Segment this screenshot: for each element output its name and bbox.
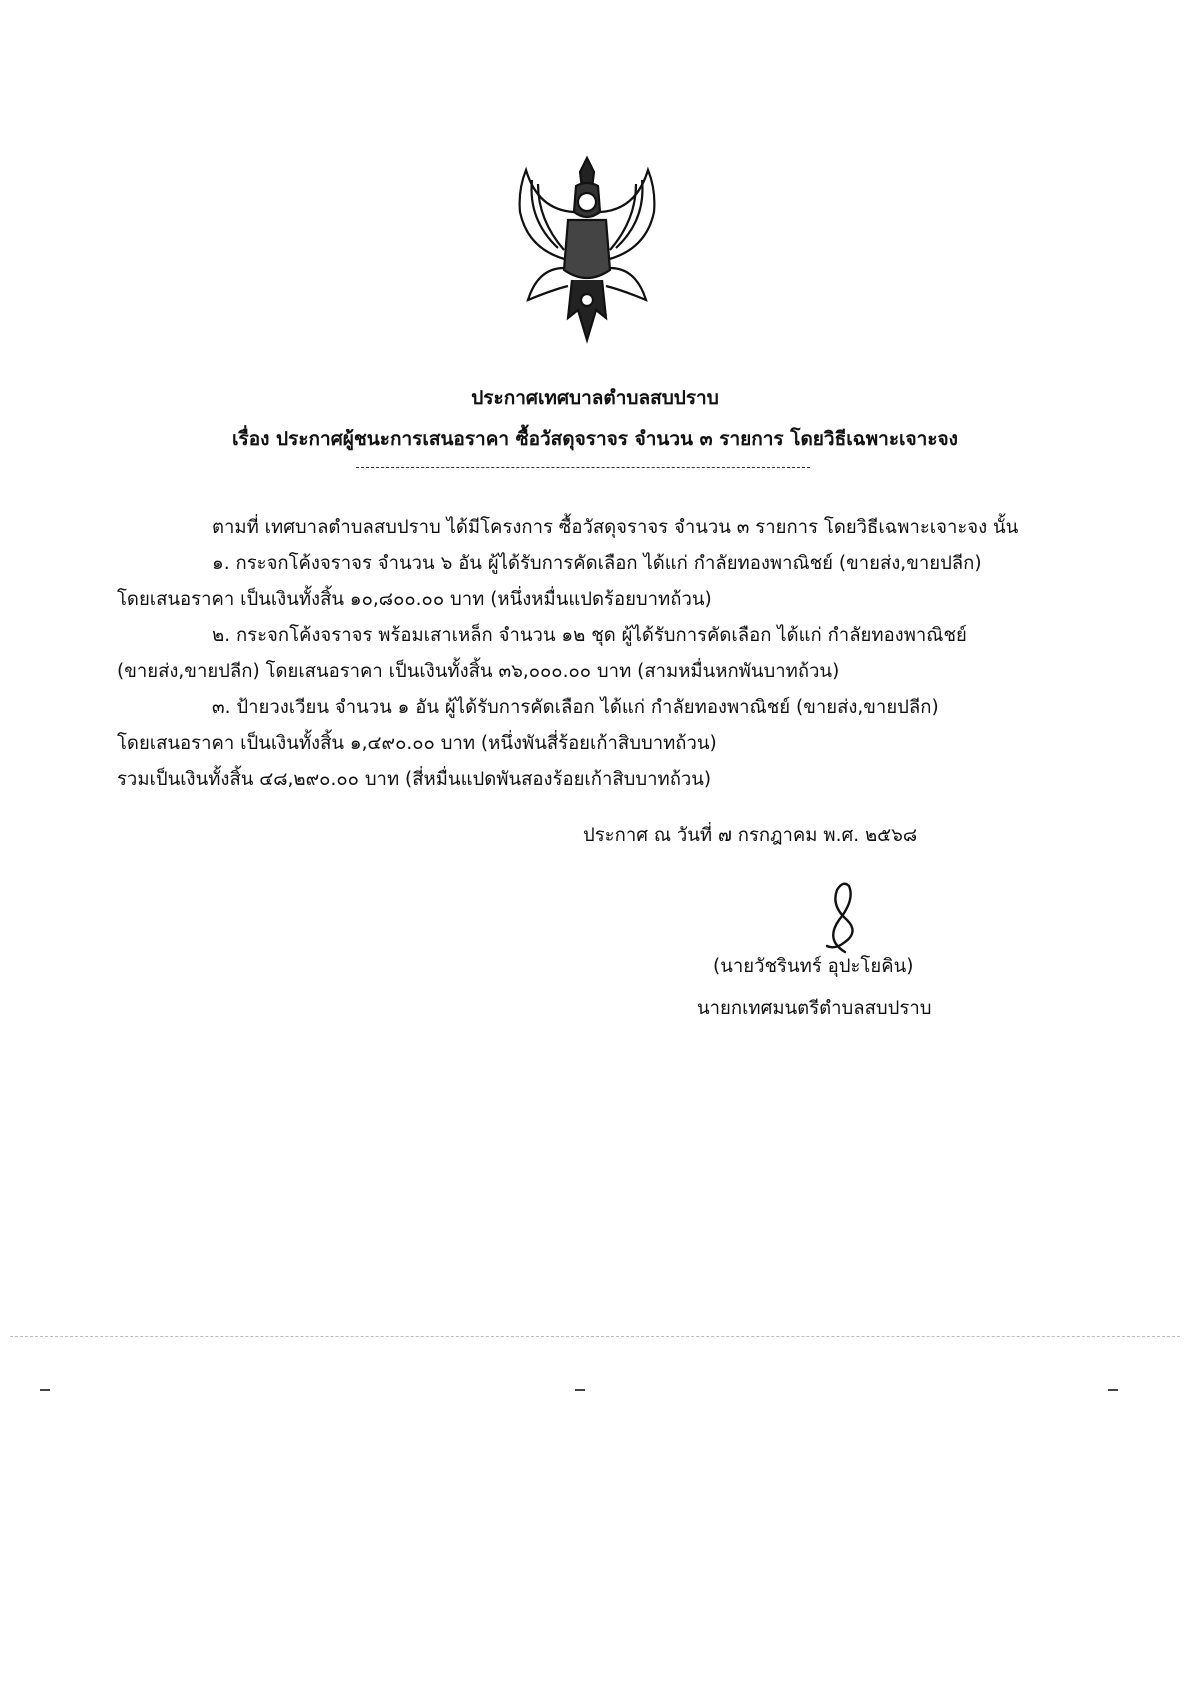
heading-divider — [356, 467, 810, 468]
heading-subject: เรื่อง ประกาศผู้ชนะการเสนอราคา ซื้อวัสดุจราจร จำนวน ๓ รายการ โดยวิธีเฉพาะเจาะจง — [232, 428, 958, 450]
item-2-line-2: (ขายส่ง,ขายปลีก) โดยเสนอราคา เป็นเงินทั้งสิ้น ๓๖,๐๐๐.๐๐ บาท (สามหมื่นหกพันบาทถ้วน) — [117, 661, 840, 682]
scan-artifact-mark — [40, 1389, 50, 1391]
signature-icon — [805, 880, 875, 962]
item-2-line-1: ๒. กระจกโค้งจราจร พร้อมเสาเหล็ก จำนวน ๑๒ ชุด ผู้ได้รับการคัดเลือก ได้แก่ กำลัยทองพาณิชย์ — [212, 625, 967, 646]
item-3-line-2: โดยเสนอราคา เป็นเงินทั้งสิ้น ๑,๔๙๐.๐๐ บาท (หนึ่งพันสี่ร้อยเก้าสิบบาทถ้วน) — [117, 733, 717, 754]
heading-title: ประกาศเทศบาลตำบลสบปราบ — [471, 387, 719, 409]
signer-title: นายกเทศมนตรีตำบลสบปราบ — [697, 998, 932, 1019]
item-1-line-2: โดยเสนอราคา เป็นเงินทั้งสิ้น ๑๐,๘๐๐.๐๐ บาท (หนึ่งหมื่นแปดร้อยบาทถ้วน) — [117, 589, 712, 610]
signer-name: (นายวัชรินทร์ อุปะโยคิน) — [713, 956, 914, 977]
garuda-emblem-icon — [498, 150, 676, 350]
intro-paragraph: ตามที่ เทศบาลตำบลสบปราบ ได้มีโครงการ ซื้อวัสดุจราจร จำนวน ๓ รายการ โดยวิธีเฉพาะเจาะจง นั้น — [212, 517, 1019, 538]
scan-artifact-mark — [1108, 1389, 1118, 1391]
total-amount: รวมเป็นเงินทั้งสิ้น ๔๘,๒๙๐.๐๐ บาท (สี่หมื่นแปดพันสองร้อยเก้าสิบบาทถ้วน) — [117, 769, 712, 790]
item-1-line-1: ๑. กระจกโค้งจราจร จำนวน ๖ อัน ผู้ได้รับการคัดเลือก ได้แก่ กำลัยทองพาณิชย์ (ขายส่ง,ขายปลีก) — [212, 553, 982, 574]
scan-artifact-mark — [575, 1389, 585, 1391]
item-3-line-1: ๓. ป้ายวงเวียน จำนวน ๑ อัน ผู้ได้รับการคัดเลือก ได้แก่ กำลัยทองพาณิชย์ (ขายส่ง,ขายปลีก) — [212, 697, 939, 718]
announcement-date: ประกาศ ณ วันที่ ๗ กรกฎาคม พ.ศ. ๒๕๖๘ — [583, 825, 918, 846]
scan-artifact-line — [10, 1336, 1180, 1337]
